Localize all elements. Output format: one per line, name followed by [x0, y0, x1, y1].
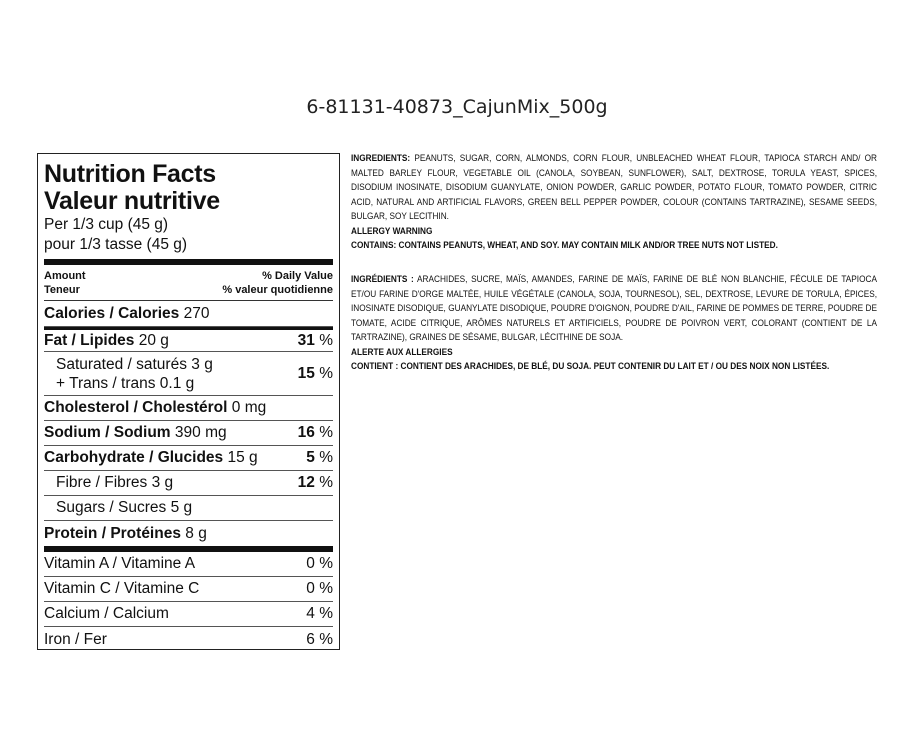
saturated-trans-row: Saturated / saturés 3 g + Trans / trans 0.1 g 15 %: [44, 352, 333, 396]
calcium-label: Calcium / Calcium: [44, 605, 169, 622]
nutrition-title-en: Nutrition Facts: [44, 160, 216, 188]
vitamin-row: Vitamin C / Vitamine C 0 %: [44, 577, 333, 602]
contains-statement-en: CONTAINS: CONTAINS PEANUTS, WHEAT, AND SOY. MAY CONTAIN MILK AND/OR TREE NUTS NOT LISTED.: [351, 240, 778, 251]
trans-label: + Trans / trans 0.1 g: [56, 374, 195, 392]
fat-value: 20 g: [138, 331, 169, 349]
calories-row: [44, 301, 333, 327]
vitamin-c-pct: 0: [306, 580, 315, 597]
nutrition-title-fr: Valeur nutritive: [44, 187, 220, 215]
ingredients-heading-en: INGREDIENTS:: [351, 153, 411, 164]
iron-label: Iron / Fer: [44, 630, 107, 648]
ingredients-english: [351, 152, 877, 254]
carbohydrate-value: 15 g: [227, 449, 258, 466]
cholesterol-value: 0 mg: [231, 399, 267, 416]
sugars-label: Sugars / Sucres 5 g: [56, 499, 193, 516]
saturated-label: Saturated / saturés 3 g: [56, 355, 213, 373]
ingredients-text-en: PEANUTS, SUGAR, CORN, ALMONDS, CORN FLOUR, UNBLEACHED WHEAT FLOUR, TAPIOCA STARCH AND/ OR MALTED BARLEY FLOUR, VEGETABLE OIL (CANOLA, SOYBEAN, SUNFLOWER), SALT, DEXTROSE, TORULA YEAST, SPICES, DISODIUM INOSINATE, DISODIUM GUANYLATE, ONION POWDER, GARLIC POWDER, POTATO FLOUR, TOMATO POWDER, CITRIC ACID, NATURAL AND ARTIFICIAL FLAVORS, GREEN BELL PEPPER POWDER, COLOUR (CONTAINS TARTRAZINE), SESAME SEEDS, BULGAR, SOY LECITHIN.: [351, 153, 877, 222]
vitamin-a-pct: 0: [306, 555, 315, 572]
carbohydrate-pct: 5: [306, 449, 315, 466]
file-title: 6-81131-40873_CajunMix_500g: [306, 96, 608, 118]
fibre-row: Fibre / Fibres 3 g 12 %: [44, 471, 333, 496]
iron-pct: 6: [306, 630, 315, 648]
allergy-heading-fr: ALERTE AUX ALLERGIES: [351, 346, 453, 358]
fat-label: Fat / Lipides: [44, 331, 135, 349]
cholesterol-label: Cholesterol / Cholestérol: [44, 399, 228, 416]
fibre-label: Fibre / Fibres 3 g: [56, 474, 174, 491]
sodium-label: Sodium / Sodium: [44, 424, 171, 441]
allergy-heading-en: ALLERGY WARNING: [351, 225, 433, 237]
daily-value-label-en: % Daily Value: [262, 270, 333, 282]
sodium-value: 390 mg: [174, 424, 227, 441]
vitamin-row: Calcium / Calcium 4 %: [44, 602, 333, 627]
fat-row: Fat / Lipides 20 g 31 %: [44, 330, 333, 352]
protein-row: [44, 521, 333, 546]
vitamin-c-label: Vitamin C / Vitamine C: [44, 580, 200, 597]
vitamin-row: Vitamin A / Vitamine A 0 %: [44, 552, 333, 577]
contains-statement-fr: CONTIENT : CONTIENT DES ARACHIDES, DE BLÉ, DU SOJA. PEUT CONTENIR DU LAIT ET / OU DES NOIX NON LISTÉES.: [351, 361, 830, 372]
ingredients-text-fr: ARACHIDES, SUCRE, MAÏS, AMANDES, FARINE DE MAÏS, FARINE DE BLÉ NON BLANCHIE, FÉCULE DE TAPIOCA ET/OU FARINE D'ORGE MALTÉE, HUILE VÉGÉTALE (CANOLA, SOJA, TOURNESOL), SEL, DEXTROSE, LEVURE DE TORULA, ÉPICES, INOSINATE DISODIQUE, GUANYLATE DISODIQUE, POUDRE D'OIGNON, POUDRE D'AIL, FARINE DE POMMES DE TERRE, POUDRE DE TOMATE, ACIDE CITRIQUE, ARÔMES NATURELS ET ARTIFICIELS, POUDRE DE POIVRON VERT, COLORANT (CONTIENT DE LA TARTRAZINE), GRAINES DE SÉSAME, BULGAR, LÉCITHINE DE SOJA.: [351, 274, 877, 343]
calories-label: Calories / Calories: [44, 304, 180, 322]
column-header: [44, 265, 333, 301]
sugars-row: [44, 496, 333, 521]
vitamin-row: Iron / Fer 6 %: [44, 630, 333, 648]
serving-size-fr: pour 1/3 tasse (45 g): [44, 236, 188, 253]
calcium-pct: 4: [306, 605, 315, 622]
cholesterol-row: [44, 396, 333, 421]
serving-size-en: Per 1/3 cup (45 g): [44, 216, 169, 233]
nutrition-facts-table: [37, 153, 340, 650]
saturated-pct: 15: [297, 365, 315, 382]
amount-label-en: Amount: [44, 270, 86, 282]
carbohydrate-label: Carbohydrate / Glucides: [44, 449, 224, 466]
protein-value: 8 g: [185, 524, 207, 542]
protein-label: Protein / Protéines: [44, 524, 181, 542]
ingredients-heading-fr: INGRÉDIENTS :: [351, 274, 414, 285]
ingredients-french: [351, 273, 877, 375]
fibre-pct: 12: [297, 474, 315, 491]
amount-label-fr: Teneur: [44, 284, 80, 296]
carbohydrate-row: Carbohydrate / Glucides 15 g 5 %: [44, 446, 333, 471]
sodium-row: Sodium / Sodium 390 mg 16 %: [44, 421, 333, 446]
calories-value: 270: [183, 304, 210, 322]
daily-value-label-fr: % valeur quotidienne: [222, 284, 333, 296]
vitamin-a-label: Vitamin A / Vitamine A: [44, 555, 196, 572]
fat-pct: 31: [297, 331, 315, 349]
sodium-pct: 16: [297, 424, 315, 441]
